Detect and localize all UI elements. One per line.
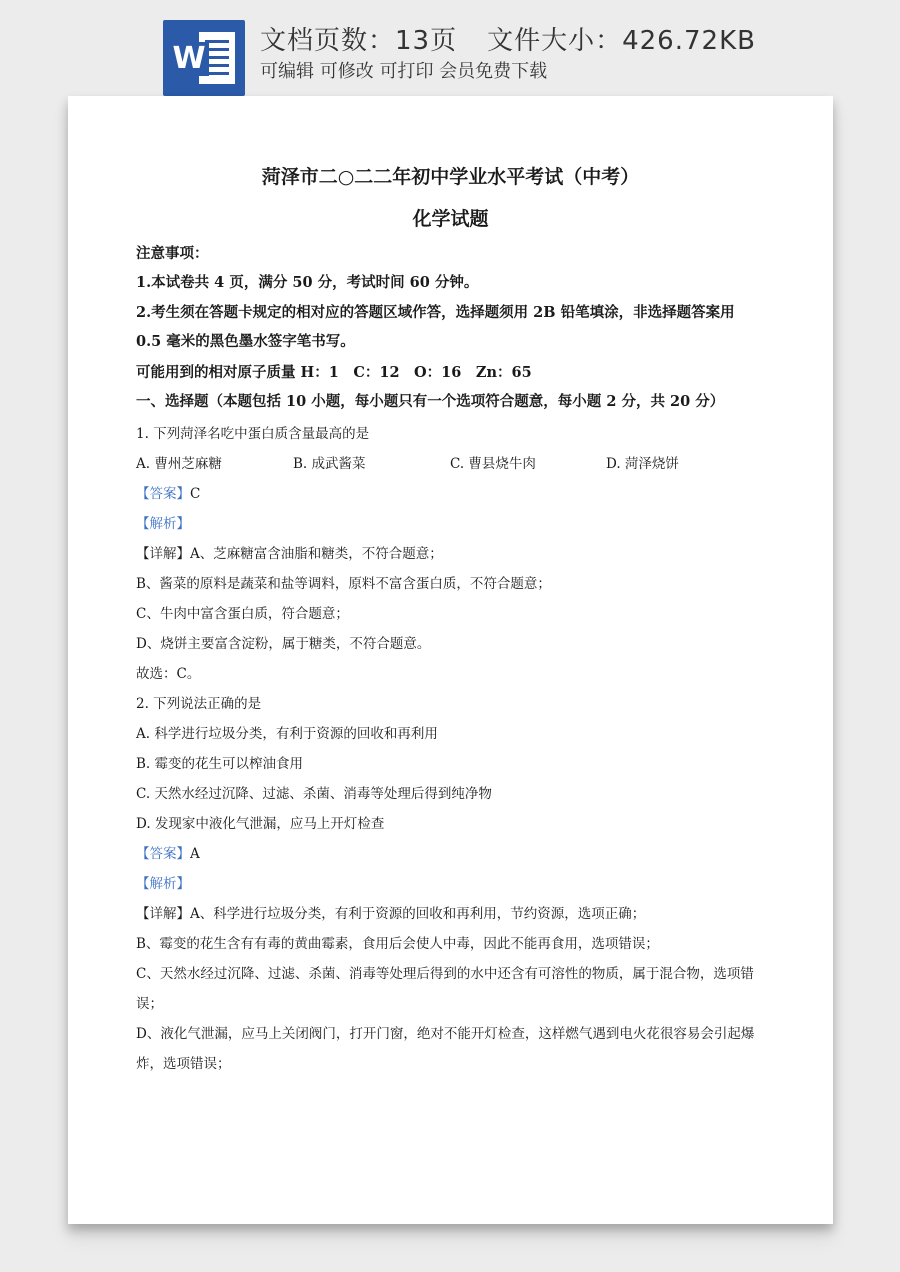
download-banner	[0, 0, 900, 96]
q2-detail-c-cont: 误；	[136, 996, 163, 1012]
answer-tag: 【答案】	[136, 846, 190, 862]
exam-subtitle: 化学试题	[412, 208, 489, 230]
atomic-mass-line: 可能用到的相对原子质量 H：1 C：12 O：16 Zn：65	[136, 364, 532, 381]
page-count: 文档页数：13页	[260, 26, 458, 56]
q1-detail-a	[136, 542, 443, 562]
feature-list: 可编辑 可修改 可打印 会员免费下载	[260, 61, 548, 82]
q2-detail-d-cont: 炸，选项错误；	[136, 1056, 231, 1072]
q2-option-c: C. 天然水经过沉降、过滤、杀菌、消毒等处理后得到纯净物	[136, 786, 492, 802]
exam-title: 菏泽市二○二二年初中学业水平考试（中考）	[261, 166, 640, 188]
detail-tag: 【详解】	[136, 906, 190, 922]
q2-detail-b: B、霉变的花生含有有毒的黄曲霉素，食用后会使人中毒，因此不能再食用，选项错误；	[136, 936, 659, 952]
q2-analysis-tag: 【解析】	[136, 876, 190, 892]
q1-answer	[136, 482, 200, 502]
q1-detail-d: D、烧饼主要富含淀粉，属于糖类，不符合题意。	[136, 636, 431, 652]
q2-detail-d: D、液化气泄漏，应马上关闭阀门，打开门窗，绝对不能开灯检查，这样燃气遇到电火花很容易会引起爆	[136, 1026, 755, 1042]
file-info	[260, 20, 756, 57]
file-size: 文件大小：426.72KB	[487, 26, 756, 56]
q1-option-c: C. 曹县烧牛肉	[450, 456, 536, 472]
notice-item-2-cont: 0.5 毫米的黑色墨水签字笔书写。	[136, 333, 355, 350]
detail-text: A、芝麻糖富含油脂和糖类，不符合题意；	[190, 546, 443, 562]
answer-value: C	[190, 486, 201, 502]
q1-conclusion: 故选：C。	[136, 666, 201, 682]
q2-option-d: D. 发现家中液化气泄漏，应马上开灯检查	[136, 816, 385, 832]
notice-item-1: 1.本试卷共 4 页，满分 50 分，考试时间 60 分钟。	[136, 274, 479, 291]
detail-text: A、科学进行垃圾分类，有利于资源的回收和再利用，节约资源，选项正确；	[190, 906, 646, 922]
notice-heading: 注意事项：	[136, 245, 209, 262]
word-doc-icon	[163, 20, 245, 96]
q2-option-a: A. 科学进行垃圾分类，有利于资源的回收和再利用	[136, 726, 438, 742]
section-heading: 一、选择题（本题包括 10 小题，每小题只有一个选项符合题意，每小题 2 分，共 20 分）	[136, 393, 725, 410]
detail-tag: 【详解】	[136, 546, 190, 562]
q2-detail-a	[136, 902, 645, 922]
q1-detail-c: C、牛肉中富含蛋白质，符合题意；	[136, 606, 349, 622]
word-letter: W	[169, 42, 209, 76]
q2-option-b: B. 霉变的花生可以榨油食用	[136, 756, 304, 772]
q2-answer	[136, 842, 200, 862]
q1-option-b: B. 成武酱菜	[293, 456, 366, 472]
q2-stem: 2. 下列说法正确的是	[136, 696, 262, 712]
q1-analysis-tag: 【解析】	[136, 516, 190, 532]
q1-option-a: A. 曹州芝麻糖	[136, 456, 222, 472]
q1-stem: 1. 下列菏泽名吃中蛋白质含量最高的是	[136, 426, 370, 442]
q1-detail-b: B、酱菜的原料是蔬菜和盐等调料，原料不富含蛋白质，不符合题意；	[136, 576, 551, 592]
answer-tag: 【答案】	[136, 486, 190, 502]
q1-option-d: D. 菏泽烧饼	[606, 456, 679, 472]
q2-detail-c: C、天然水经过沉降、过滤、杀菌、消毒等处理后得到的水中还含有可溶性的物质，属于混合物，选项错	[136, 966, 754, 982]
answer-value: A	[190, 846, 200, 862]
document-page	[68, 96, 833, 1224]
notice-item-2: 2.考生须在答题卡规定的相对应的答题区域作答，选择题须用 2B 铅笔填涂，非选择题答案用	[136, 304, 735, 321]
